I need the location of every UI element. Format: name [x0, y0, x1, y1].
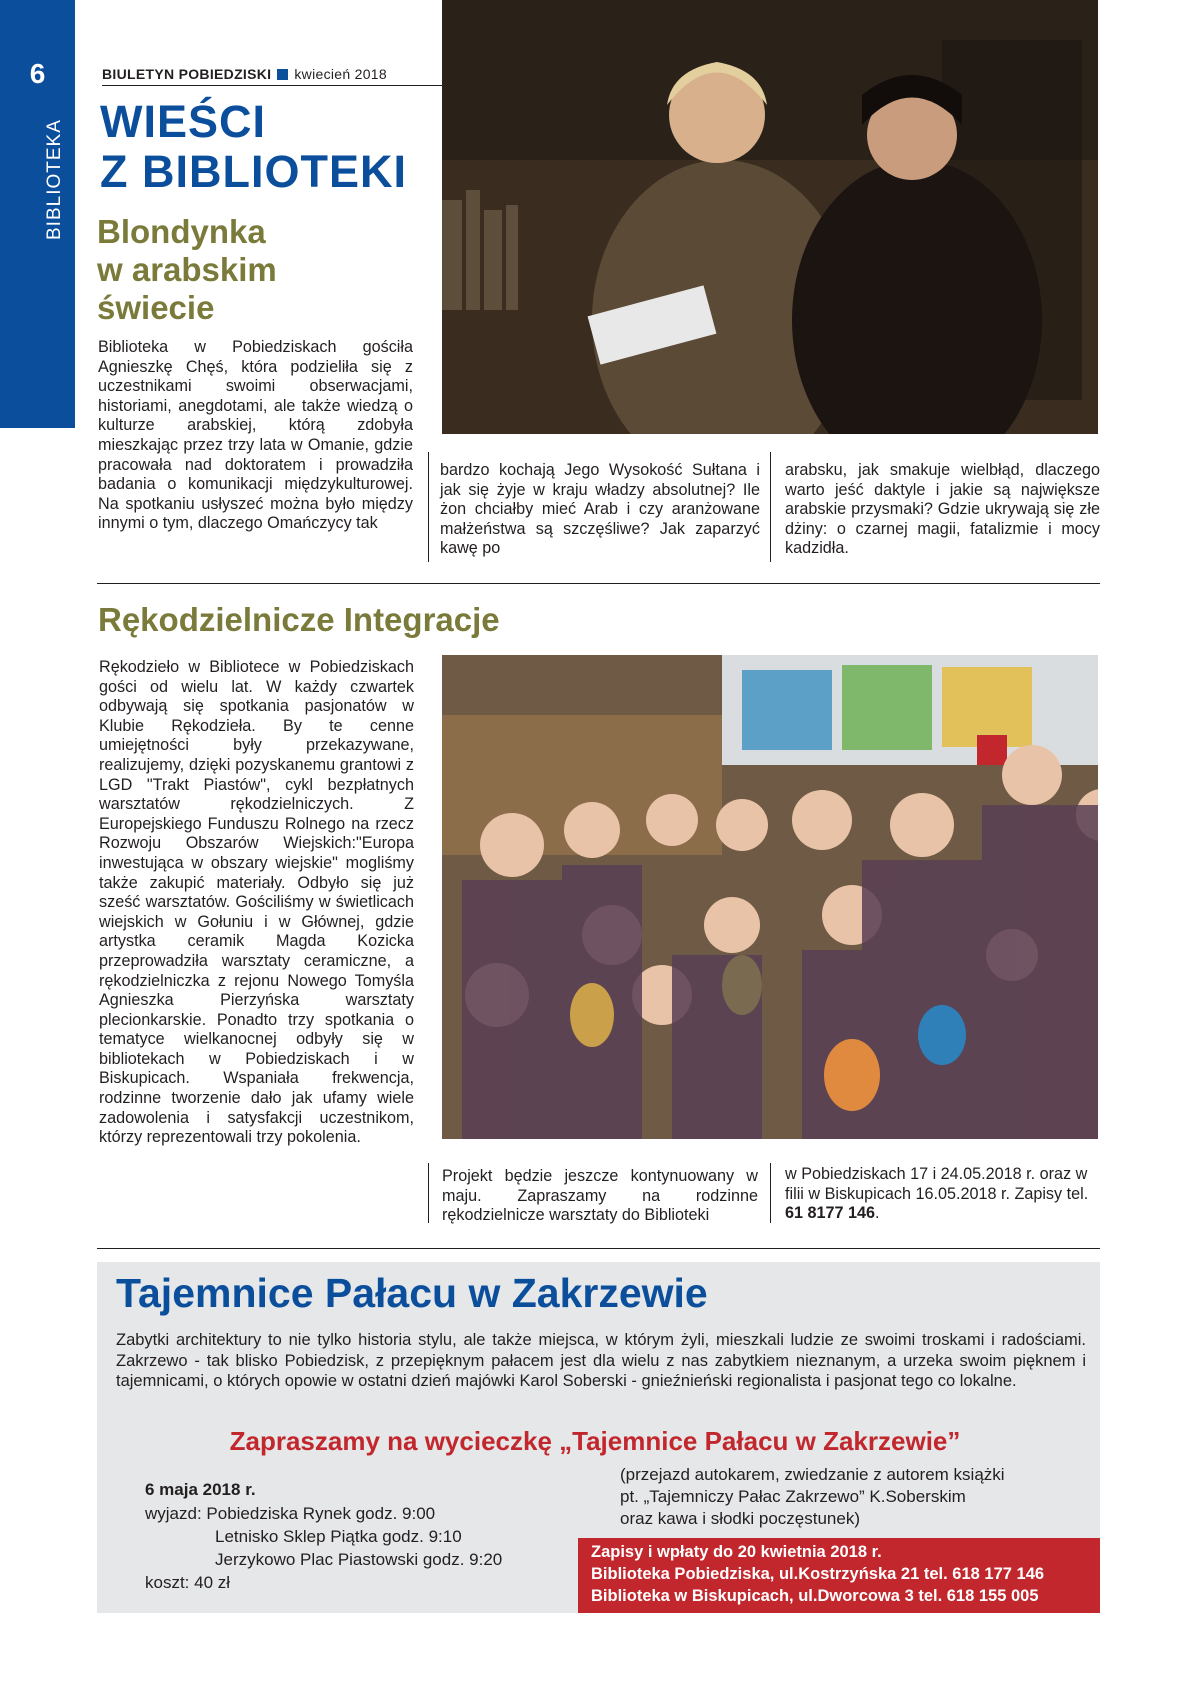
section-divider: [97, 1248, 1100, 1249]
page-title-line-2: Z BIBLIOTEKI: [100, 146, 407, 197]
trip-box-title: Tajemnice Pałacu w Zakrzewie: [116, 1270, 708, 1316]
article1-title-line-2: w arabskim: [97, 251, 277, 288]
signup-phone: 61 8177 146: [785, 1204, 876, 1223]
photo-handicraft-group: [442, 655, 1098, 1139]
article2-column-3: [785, 1165, 1101, 1224]
trip-note-line-3: oraz kawa i słodki poczęstunek): [620, 1509, 861, 1528]
trip-note: [620, 1464, 1005, 1530]
header-rule: [102, 85, 442, 86]
column-divider: [428, 1163, 429, 1223]
departure-3: Jerzykowo Plac Piastowski godz. 9:20: [215, 1550, 503, 1569]
column-divider: [770, 1163, 771, 1223]
photo-handicraft-group-illustration: [442, 655, 1098, 1139]
section-label-vertical: BIBLIOTEKA: [44, 119, 65, 240]
signup-info: [591, 1541, 1044, 1607]
article2-column-3-end: .: [875, 1204, 880, 1223]
article2-column-2: Projekt będzie jeszcze kontynuowany w maju. Zapraszamy na rodzinne rękodzielnicze warsztaty do Biblioteki: [442, 1167, 758, 1225]
article2-column-1: Rękodzieło w Bibliotece w Pobiedziskach gości od wielu lat. W każdy czwartek odbywają się spotkania pasjonatów w Klubie Rękodzieła. By te cenne umiejętności były przekazywane, realizujemy, dzięki pozyskanemu grantowi z LGD "Trakt Piastów", cykl bezpłatnych warsztatów rękodzielniczych. Z Europejskiego Funduszu Rolnego na rzecz Rozwoju Obszarów Wiejskich:"Europa inwestująca w obszary wiejskie" mogliśmy także zakupić materiały. Odbyło się już sześć warsztatów. Gościliśmy w świetlicach wiejskich w Gołuniu i w Głównej, gdzie artystka ceramik Magda Kozicka przeprowadziła warsztaty ceramiczne, a rękodzielniczka z rejonu Nowego Tomyśla Agnieszka Pierzyńska warsztaty plecionkarskie. Ponadto trzy spotkania o tematyce wielkanocnej odbyły się w bibliotekach w Pobiedziskach i w Biskupicach. Wspaniała frekwencja, rodzinne tworzenie dało jak ufamy wiele zadowolenia i satysfakcji uczestnikom, którzy reprezentowali trzy pokolenia.: [99, 658, 414, 1147]
article1-title-line-1: Blondynka: [97, 213, 266, 250]
page-title: [100, 97, 407, 197]
article1-title-line-3: świecie: [97, 289, 215, 326]
signup-line-3: Biblioteka w Biskupicach, ul.Dworcowa 3 tel. 618 155 005: [591, 1587, 1039, 1605]
article2-column-3-text: w Pobiedziskach 17 i 24.05.2018 r. oraz w filii w Biskupicach 16.05.2018 r. Zapisy tel.: [785, 1165, 1089, 1203]
trip-note-line-2: pt. „Tajemniczy Pałac Zakrzewo” K.Soberskim: [620, 1487, 966, 1506]
signup-line-1: Zapisy i wpłaty do 20 kwietnia 2018 r.: [591, 1543, 882, 1561]
trip-note-line-1: (przejazd autokarem, zwiedzanie z autorem książki: [620, 1465, 1005, 1484]
issue-date: kwiecień 2018: [294, 66, 387, 82]
section-divider: [97, 583, 1100, 584]
trip-date: 6 maja 2018 r.: [145, 1480, 256, 1499]
photo-library-meeting-illustration: [442, 0, 1098, 434]
signup-line-2: Biblioteka Pobiedziska, ul.Kostrzyńska 21 tel. 618 177 146: [591, 1565, 1045, 1583]
photo-library-meeting: [442, 0, 1098, 434]
article1-title: [97, 213, 277, 327]
departure-2: Letnisko Sklep Piątka godz. 9:10: [215, 1527, 462, 1546]
article1-column-3: arabsku, jak smakuje wielbłąd, dlaczego warto jeść daktyle i jakie są największe arabskie przysmaki? Gdzie ukrywają się złe dżiny: o czarnej magii, fatalizmie i mocy kadzidła.: [785, 461, 1100, 558]
article1-column-2: bardzo kochają Jego Wysokość Sułtana i jak się żyje w kraju władzy absolutnej? Ile żon chciałby mieć Arab i czy aranżowane małżeństwa są szczęśliwe? Jak zaparzyć kawę po: [440, 461, 760, 558]
square-bullet-icon: [277, 69, 288, 80]
article2-title: Rękodzielnicze Integracje: [98, 601, 500, 638]
page-title-line-1: WIEŚCI: [100, 96, 267, 147]
trip-box-intro: Zabytki architektury to nie tylko historia stylu, ale także miejsca, w którym żyli, mieszkali ludzie ze swoimi troskami i radościami. Zakrzewo - tak blisko Pobiedzisk, z przepięknym pałacem jest dla wielu z nas zabytkiem nieznanym, a urzeka swoim pięknem i tajemnicami, o których opowie w ostatni dzień majówki Karol Soberski - gnieźnieński regionalista i pasjonat tego co lokalne.: [116, 1331, 1086, 1390]
departure-1: wyjazd: Pobiedziska Rynek godz. 9:00: [145, 1504, 436, 1523]
trip-invitation: Zapraszamy na wycieczkę „Tajemnice Pałacu w Zakrzewie”: [229, 1426, 961, 1456]
running-header: [102, 66, 387, 82]
trip-schedule: [145, 1502, 502, 1594]
article1-column-1: Biblioteka w Pobiedziskach gościła Agnieszkę Chęś, która podzieliła się z uczestnikami swoimi obserwacjami, historiami, anegdotami, ale także wiedzą o kulturze arabskiej, którą zdobyła mieszkając przez trzy lata w Omanie, gdzie pracowała nad doktoratem i prowadziła badania o komunikacji międzykulturowej. Na spotkaniu usłyszeć można było między innymi o tym, dlaczego Omańczycy tak: [98, 338, 413, 533]
publication-name: BIULETYN POBIEDZISKI: [102, 66, 272, 82]
column-divider: [428, 452, 429, 562]
column-divider: [770, 452, 771, 562]
page-number: 6: [29, 58, 46, 89]
trip-cost: koszt: 40 zł: [145, 1573, 231, 1592]
